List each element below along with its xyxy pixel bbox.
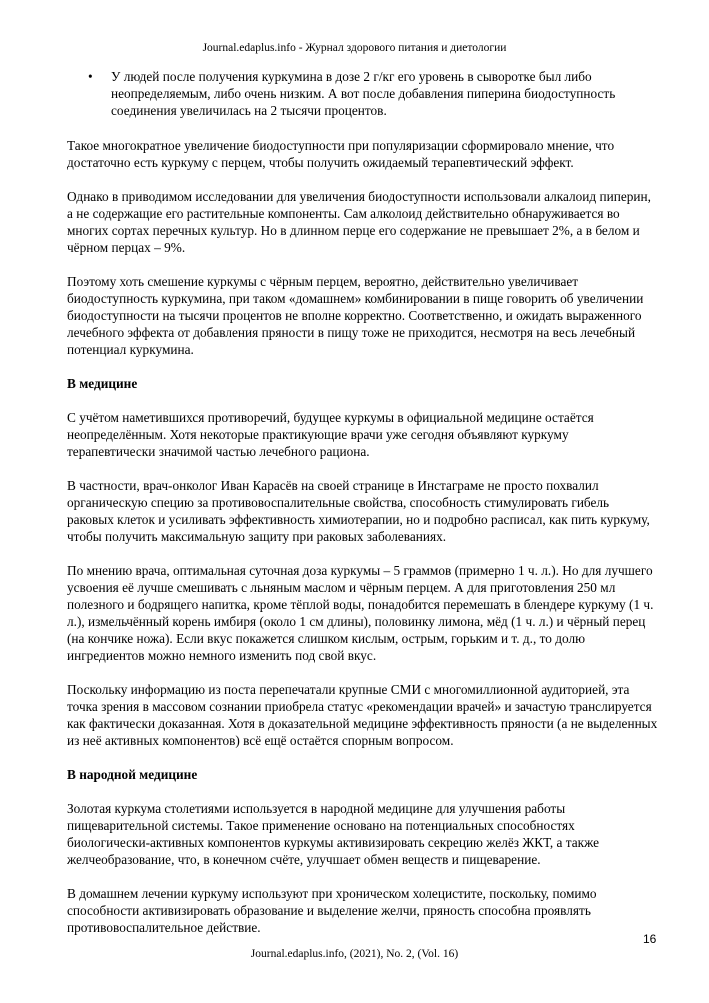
section-heading-folk-medicine: В народной медицине: [67, 767, 198, 782]
running-footer: Journal.edaplus.info, (2021), No. 2, (Vol. 16): [250, 948, 459, 960]
paragraph: Золотая куркума столетиями используется в народной медицине для улучшения работы пищеварительной системы. Такое применение основано на потенциальных способностях биологически-активных компонентов куркумы активизировать секрецию желёз ЖКТ, а также желчеобразование, что, в конечном счёте, улучшает обмен веществ и пищеварение.: [67, 801, 600, 867]
paragraph: Поскольку информацию из поста перепечатали крупные СМИ с многомиллионной аудиторией, эта точка зрения в массовом сознании приобрела статус «рекомендации врачей» и зачастую транслируется как фактически доказанная. Хотя в доказательной медицине эффективность пряности (а не выделенных из неё активных компонентов) всё ещё остаётся спорным вопросом.: [67, 682, 658, 748]
paragraph: Однако в приводимом исследовании для увеличения биодоступности использовали алкалоид пиперин, а не содержащие его растительные компоненты. Сам алколоид действительно обнаруживается во многих сортах перечных культур. Но в длинном перце его содержание не превышает 2%, а в белом и чёрном перцах – 9%.: [67, 189, 651, 255]
section-heading-medicine: В медицине: [67, 376, 138, 391]
paragraph: По мнению врача, оптимальная суточная доза куркумы – 5 граммов (примерно 1 ч. л.). Но для лучшего усвоения её лучше смешивать с льняным маслом и чёрным перцем. А для приготовления 250 мл полезного и бодрящего напитка, кроме тёплой воды, понадобится перемешать в блендере куркуму (1 ч. л.), измельчённый корень имбиря (около 1 см длины), половинку лимона, мёд (1 ч. л.) и чёрный перец (на кончике ножа). Если вкус покажется слишком кислым, острым, горьким и т. д., то долю ингредиентов можно немного изменить под свой вкус.: [67, 563, 654, 663]
bullet-marker: •: [88, 69, 93, 84]
page-content: [67, 68, 659, 953]
list-item: [67, 68, 659, 119]
bullet-list: [67, 68, 659, 119]
running-header: Journal.edaplus.info - Журнал здорового питания и диетологии: [202, 42, 507, 54]
list-item-text: У людей после получения куркумина в дозе 2 г/кг его уровень в сыворотке был либо неопределяемым, либо очень низким. А вот после добавления пиперина биодоступность соединения увеличилась на 2 тысячи процентов.: [111, 69, 616, 118]
paragraph: С учётом наметившихся противоречий, будущее куркумы в официальной медицине остаётся неопределённым. Хотя некоторые практикующие врачи уже сегодня объявляют куркуму терапевтически значимой частью лечебного рациона.: [67, 410, 594, 459]
page-number: 16: [643, 932, 657, 946]
paragraph: Такое многократное увеличение биодоступности при популяризации сформировало мнение, что достаточно есть куркуму с перцем, чтобы получить ожидаемый терапевтический эффект.: [67, 138, 615, 170]
paragraph: В домашнем лечении куркуму используют при хроническом холецистите, поскольку, помимо способности активизировать образование и выделение желчи, пряность способна проявлять противовоспалительное действие.: [67, 886, 597, 935]
paragraph: В частности, врач-онколог Иван Карасёв на своей странице в Инстаграме не просто похвалил органическую специю за противовоспалительные свойства, способность стимулировать гибель раковых клеток и усиливать эффективность химиотерапии, но и подробно расписал, как пить куркуму, чтобы получить максимальную защиту при раковых заболеваниях.: [67, 478, 650, 544]
paragraph: Поэтому хоть смешение куркумы с чёрным перцем, вероятно, действительно увеличивает биодоступность куркумина, при таком «домашнем» комбинировании в пище говорить об увеличении биодоступности на тысячи процентов не вполне корректно. Соответственно, и ожидать выраженного лечебного эффекта от добавления пряности в пищу тоже не приходится, несмотря на весь лечебный потенциал куркумина.: [67, 274, 644, 357]
